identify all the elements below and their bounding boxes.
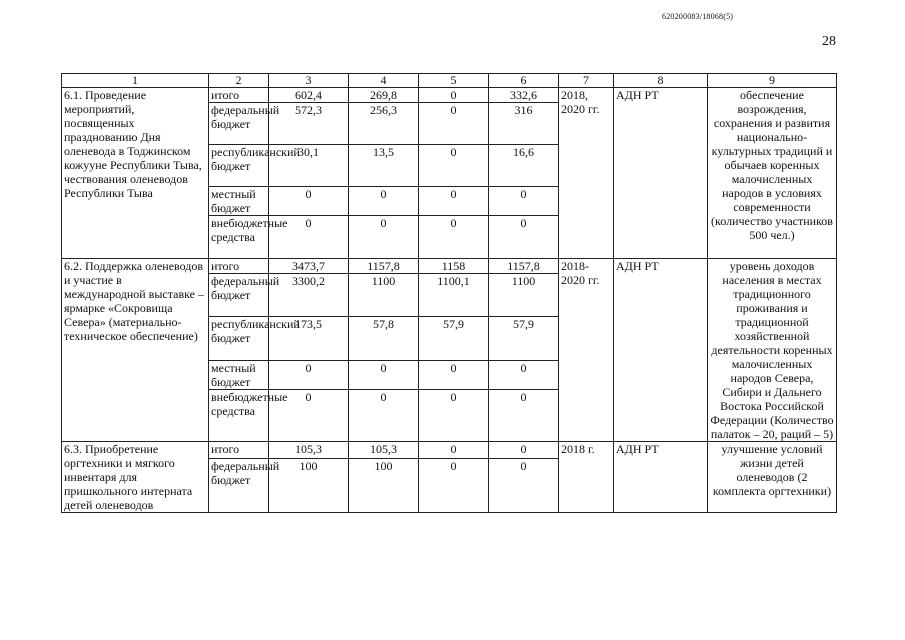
amount-cell: 0 (269, 389, 349, 441)
amount-cell: 105,3 (349, 442, 419, 459)
activity-name: 6.2. Поддержка оленеводов и участие в международной выставке – ярмарке «Сокровища Севера» (материально-техническое обеспечение) (62, 259, 209, 442)
amount-cell: 3473,7 (269, 259, 349, 274)
funding-source: итого (209, 259, 269, 274)
funding-source: внебюджетные средства (209, 389, 269, 441)
amount-cell: 0 (349, 389, 419, 441)
column-header: 7 (559, 74, 614, 88)
amount-cell: 0 (419, 216, 489, 259)
amount-cell: 1157,8 (349, 259, 419, 274)
amount-cell: 1100,1 (419, 274, 489, 317)
amount-cell: 0 (349, 187, 419, 216)
funding-source: местный бюджет (209, 187, 269, 216)
amount-cell: 0 (419, 88, 489, 103)
amount-cell: 0 (419, 442, 489, 459)
funding-source: республиканский бюджет (209, 317, 269, 360)
expected-result: улучшение условий жизни детей оленеводов (2 комплекта оргтехники) (708, 442, 837, 513)
column-header: 8 (614, 74, 708, 88)
amount-cell: 1157,8 (489, 259, 559, 274)
funding-source: республиканский бюджет (209, 145, 269, 187)
amount-cell: 13,5 (349, 145, 419, 187)
amount-cell: 0 (269, 360, 349, 389)
activity-name: 6.1. Проведение мероприятий, посвященных празднованию Дня оленевода в Тоджинском кожууне Республики Тыва, чествования оленеводов Республики Тыва (62, 88, 209, 259)
funding-source: местный бюджет (209, 360, 269, 389)
funding-source: итого (209, 442, 269, 459)
amount-cell: 0 (419, 360, 489, 389)
amount-cell: 3300,2 (269, 274, 349, 317)
column-header: 4 (349, 74, 419, 88)
amount-cell: 0 (419, 103, 489, 145)
funding-source: внебюджетные средства (209, 216, 269, 259)
amount-cell: 602,4 (269, 88, 349, 103)
amount-cell: 572,3 (269, 103, 349, 145)
table-row (62, 88, 837, 103)
column-header: 9 (708, 74, 837, 88)
executor-cell: АДН РТ (614, 442, 708, 513)
document-code: 620200083/18068(5) (662, 12, 734, 21)
page-number: 28 (822, 34, 836, 49)
amount-cell: 332,6 (489, 88, 559, 103)
amount-cell: 57,9 (489, 317, 559, 360)
amount-cell: 0 (349, 216, 419, 259)
funding-source: федеральный бюджет (209, 274, 269, 317)
table-row (62, 259, 837, 274)
amount-cell: 0 (489, 458, 559, 512)
column-header: 1 (62, 74, 209, 88)
column-header: 2 (209, 74, 269, 88)
amount-cell: 16,6 (489, 145, 559, 187)
amount-cell: 256,3 (349, 103, 419, 145)
funding-source: итого (209, 88, 269, 103)
activity-name: 6.3. Приобретение оргтехники и мягкого инвентаря для пришкольного интерната детей оленеводов (62, 442, 209, 513)
column-header: 6 (489, 74, 559, 88)
funding-source: федеральный бюджет (209, 458, 269, 512)
table-body (62, 74, 837, 513)
column-header: 5 (419, 74, 489, 88)
amount-cell: 100 (269, 458, 349, 512)
executor-cell: АДН РТ (614, 88, 708, 259)
amount-cell: 0 (489, 442, 559, 459)
amount-cell: 0 (269, 187, 349, 216)
period-cell: 2018-2020 гг. (559, 259, 614, 442)
period-cell: 2018, 2020 гг. (559, 88, 614, 259)
amount-cell: 0 (419, 389, 489, 441)
amount-cell: 269,8 (349, 88, 419, 103)
header-row (62, 74, 837, 88)
amount-cell: 0 (419, 458, 489, 512)
amount-cell: 30,1 (269, 145, 349, 187)
program-table (61, 73, 837, 513)
amount-cell: 0 (489, 389, 559, 441)
amount-cell: 105,3 (269, 442, 349, 459)
amount-cell: 173,5 (269, 317, 349, 360)
table-row (62, 442, 837, 459)
amount-cell: 0 (269, 216, 349, 259)
amount-cell: 0 (419, 145, 489, 187)
amount-cell: 0 (489, 360, 559, 389)
amount-cell: 0 (349, 360, 419, 389)
amount-cell: 316 (489, 103, 559, 145)
period-cell: 2018 г. (559, 442, 614, 513)
amount-cell: 1158 (419, 259, 489, 274)
amount-cell: 100 (349, 458, 419, 512)
amount-cell: 1100 (489, 274, 559, 317)
amount-cell: 0 (489, 216, 559, 259)
amount-cell: 57,8 (349, 317, 419, 360)
executor-cell: АДН РТ (614, 259, 708, 442)
expected-result: обеспечение возрождения, сохранения и развития национально-культурных традиций и обычаев коренных малочисленных народов в условиях современности (количество участников 500 чел.) (708, 88, 837, 259)
amount-cell: 1100 (349, 274, 419, 317)
funding-source: федеральный бюджет (209, 103, 269, 145)
amount-cell: 57,9 (419, 317, 489, 360)
expected-result: уровень доходов населения в местах традиционного проживания и традиционной хозяйственной деятельности коренных малочисленных народов Севера, Сибири и Дальнего Востока Российской Федерации (Количество палаток – 20, раций – 5) (708, 259, 837, 442)
amount-cell: 0 (419, 187, 489, 216)
column-header: 3 (269, 74, 349, 88)
amount-cell: 0 (489, 187, 559, 216)
